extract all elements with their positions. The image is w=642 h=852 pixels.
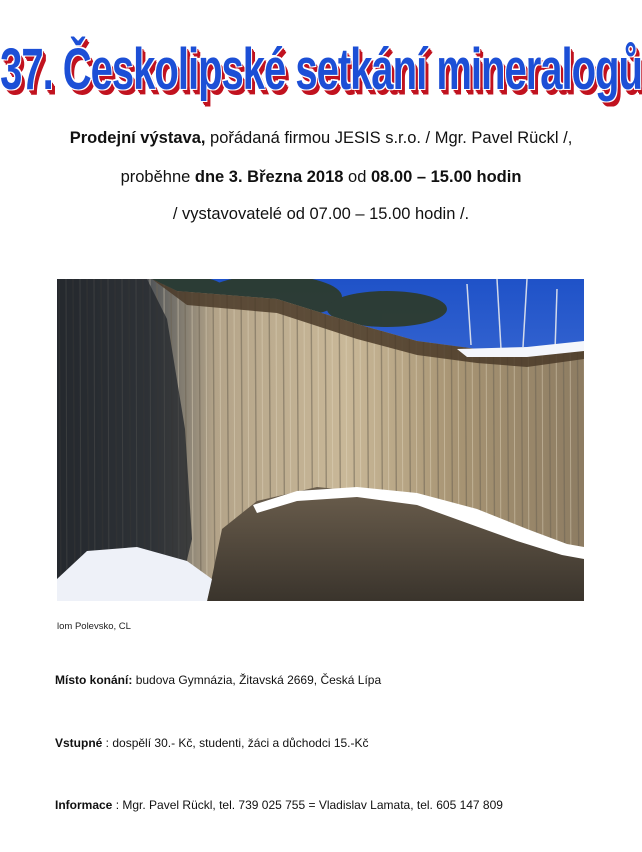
venue-row <box>55 673 381 687</box>
venue-label: Místo konání <box>55 673 129 687</box>
organizer-text: pořádaná firmou JESIS s.r.o. / Mgr. Pavel Rückl /, <box>205 129 573 147</box>
intro-line-2 <box>0 168 642 187</box>
intro-line-1 <box>0 129 642 148</box>
exhibition-label: Prodejní výstava, <box>69 129 206 147</box>
contact-label: Informace <box>55 798 113 812</box>
entry-value: dospělí 30.- Kč, studenti, žáci a důchodci 15.-Kč <box>112 736 369 750</box>
venue-value: budova Gymnázia, Žitavská 2669, Česká Lípa <box>135 673 382 687</box>
time-prefix: od <box>343 168 371 186</box>
entry-separator: : <box>102 736 113 750</box>
quarry-photo <box>57 279 584 601</box>
entry-fee-row <box>55 736 369 750</box>
event-date: dne 3. Března 2018 <box>194 168 344 186</box>
entry-label: Vstupné <box>55 736 103 750</box>
contact-value: Mgr. Pavel Rückl, tel. 739 025 755 = Vladislav Lamata, tel. 605 147 809 <box>122 798 503 812</box>
contact-row <box>55 798 503 812</box>
date-prefix: proběhne <box>120 168 195 186</box>
event-title: 37. Českolipské setkání mineralogů <box>0 38 642 102</box>
contact-separator: : <box>112 798 123 812</box>
venue-separator: : <box>128 673 136 687</box>
exhibitor-hours: / vystavovatelé od 07.00 – 15.00 hodin /. <box>172 205 470 223</box>
photo-caption: lom Polevsko, CL <box>57 621 131 632</box>
event-time: 08.00 – 15.00 hodin <box>371 168 522 186</box>
